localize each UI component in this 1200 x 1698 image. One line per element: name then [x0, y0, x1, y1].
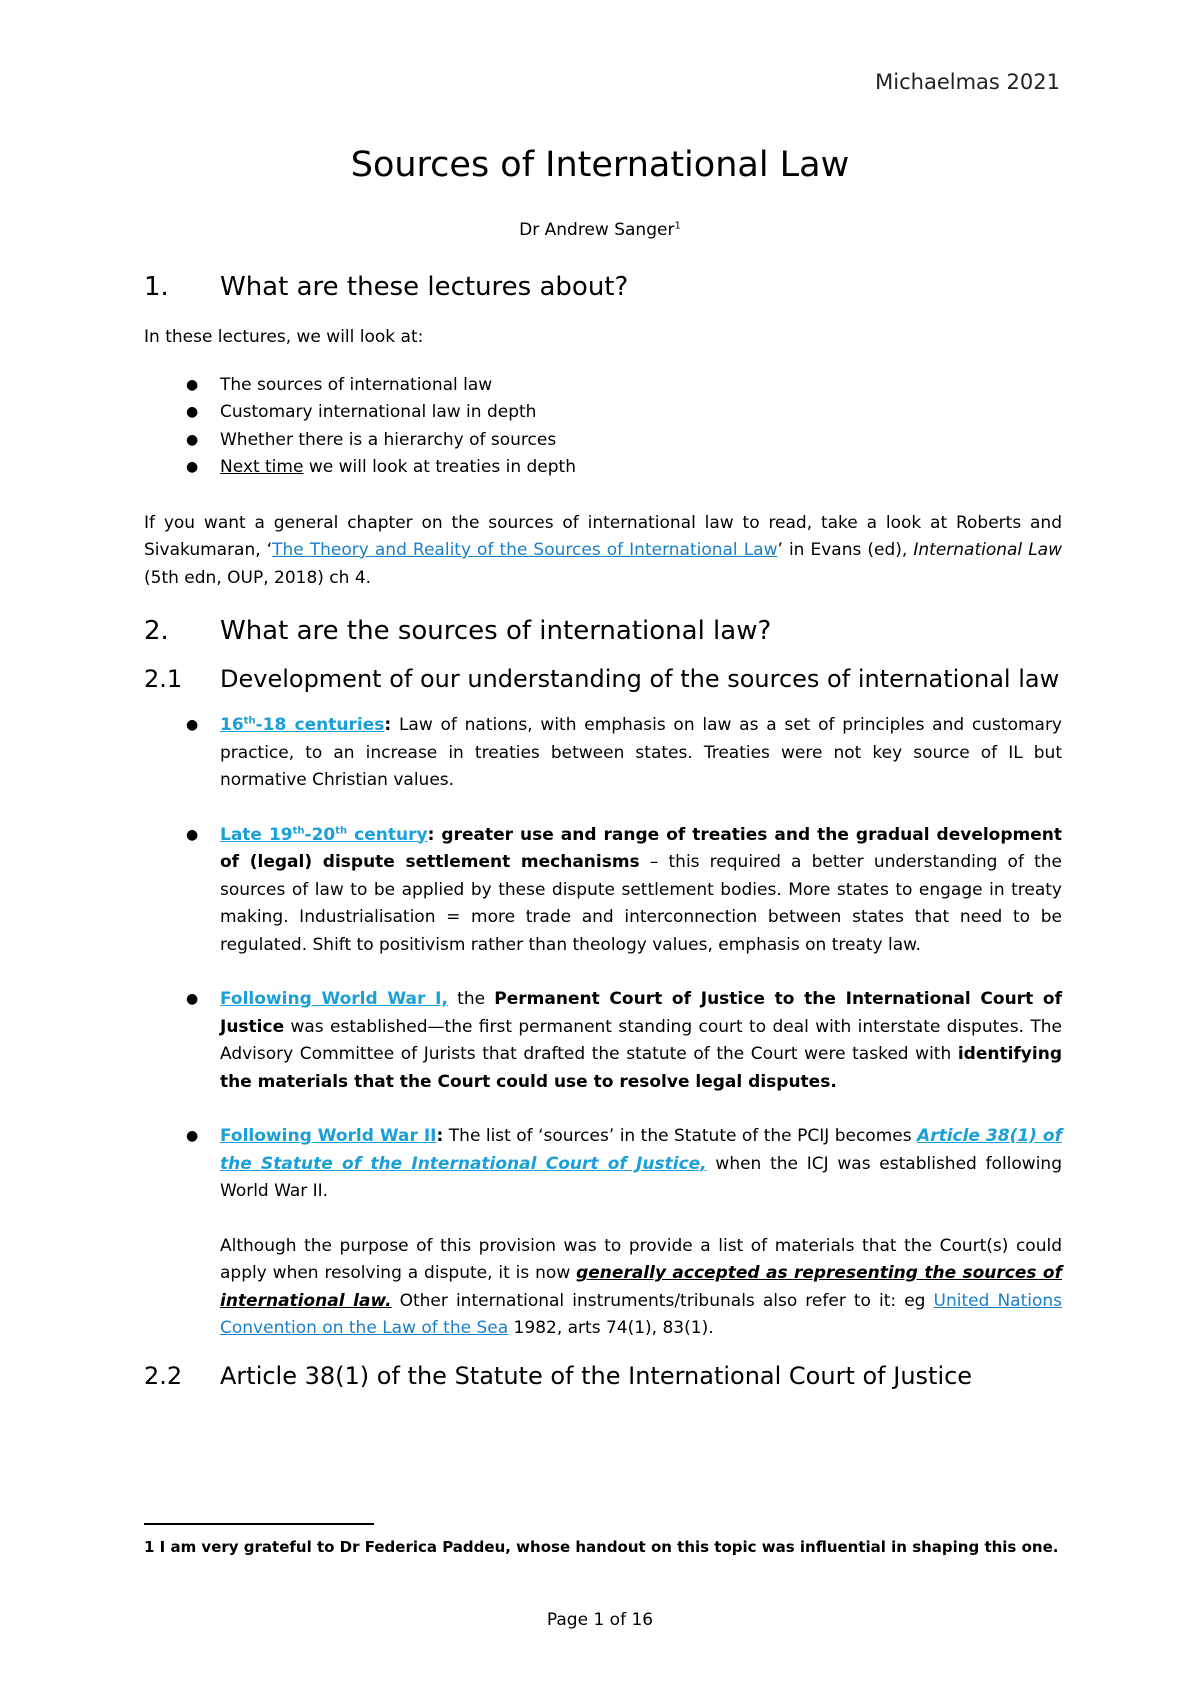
- list-item: ● The sources of international law: [144, 372, 1062, 400]
- bullet-icon: ●: [186, 376, 199, 393]
- list-item: ● 16th-18 centuries: Law of nations, with emphasis on law as a set of principles and customary practice, to an increase in treaties between states. Treaties were not key source of IL but normative Christian values.: [144, 712, 1062, 795]
- list-item: ● Following World War I, the Permanent Court of Justice to the International Court of Justice was established—the first permanent standing court to deal with interstate disputes. The Advisory Committee of Jurists that drafted the statute of the Court were tasked with identifying the materials that the Court could use to resolve legal disputes.: [144, 986, 1062, 1096]
- footnote-ref[interactable]: 1: [674, 220, 681, 232]
- section-2-1-list: [144, 712, 1062, 1343]
- bullet-icon: ●: [186, 431, 199, 448]
- list-item: ● Late 19th-20th century: greater use and range of treaties and the gradual development of (legal) dispute settlement mechanisms – this required a better understanding of the sources of law to be applied by these dispute settlement bodies. More states to engage in treaty making. Industrialisation = more trade and interconnection between states that need to be regulated. Shift to positivism rather than theology values, emphasis on treaty law.: [144, 822, 1062, 960]
- running-header: Michaelmas 2021: [875, 70, 1060, 94]
- bullet-paragraph: Although the purpose of this provision was to provide a list of materials that the Court(s) could apply when resolving a dispute, it is now generally accepted as representing the sources of international law. Other international instruments/tribunals also refer to it: eg United Nations Convention on the Law of the Sea 1982, arts 74(1), 83(1).: [220, 1235, 1062, 1338]
- author-name: Dr Andrew Sanger: [519, 220, 675, 240]
- article-38-link[interactable]: Article 38(1) of the Statute of the International Court of Justice,: [220, 1126, 1062, 1174]
- bullet-icon: ●: [186, 1128, 199, 1144]
- section-1-intro: In these lectures, we will look at:: [144, 327, 424, 347]
- period-link[interactable]: Following World War II: [220, 1126, 437, 1146]
- bullet-icon: ●: [186, 459, 199, 475]
- section-1-heading: 1. What are these lectures about?: [144, 272, 629, 302]
- reading-link[interactable]: The Theory and Reality of the Sources of International Law: [272, 540, 778, 560]
- footnote-divider: [144, 1523, 374, 1525]
- reading-paragraph: If you want a general chapter on the sources of international law to read, take a look at Roberts and Sivakumaran, ‘The Theory and Reality of the Sources of International Law’ in Evans (ed), International Law (5th edn, OUP, 2018) ch 4.: [144, 512, 1062, 588]
- bullet-icon: ●: [186, 404, 199, 420]
- period-link[interactable]: Late 19th-20th century: [220, 824, 428, 845]
- list-item: ● Next time we will look at treaties in depth: [144, 454, 1062, 482]
- list-item: ● Following World War II: The list of ‘sources’ in the Statute of the PCIJ becomes Article 38(1) of the Statute of the International Court of Justice, when the ICJ was established following World War II. Although the purpose of this provision was to provide a list of materials that the Court(s) could apply when resolving a dispute, it is now generally accepted as representing the sources of international law. Other international instruments/tribunals also refer to it: eg United Nations Convention on the Law of the Sea 1982, arts 74(1), 83(1).: [144, 1123, 1062, 1343]
- bullet-icon: ●: [186, 826, 199, 843]
- list-item: ● Customary international law in depth: [144, 399, 1062, 427]
- section-1-list: [144, 372, 1062, 482]
- list-item: ● Whether there is a hierarchy of sources: [144, 427, 1062, 455]
- section-2-1-heading: 2.1 Development of our understanding of the sources of international law: [144, 665, 1060, 693]
- section-2-2-heading: 2.2 Article 38(1) of the Statute of the International Court of Justice: [144, 1361, 973, 1390]
- period-link[interactable]: 16th-18 centuries: [220, 715, 385, 735]
- document-title: Sources of International Law: [350, 145, 850, 185]
- period-link[interactable]: Following World War I,: [220, 989, 448, 1009]
- document-body: [144, 270, 1062, 1391]
- author-line: [0, 220, 1200, 240]
- section-2-heading: 2. What are the sources of international law?: [144, 616, 772, 646]
- bullet-icon: ●: [186, 717, 199, 733]
- unclos-link[interactable]: United Nations Convention on the Law of the Sea: [220, 1290, 1062, 1338]
- bullet-icon: ●: [186, 991, 199, 1007]
- page-number: Page 1 of 16: [546, 1610, 654, 1630]
- footnote: 1 I am very grateful to Dr Federica Paddeu, whose handout on this topic was influential in shaping this one.: [144, 1538, 1059, 1556]
